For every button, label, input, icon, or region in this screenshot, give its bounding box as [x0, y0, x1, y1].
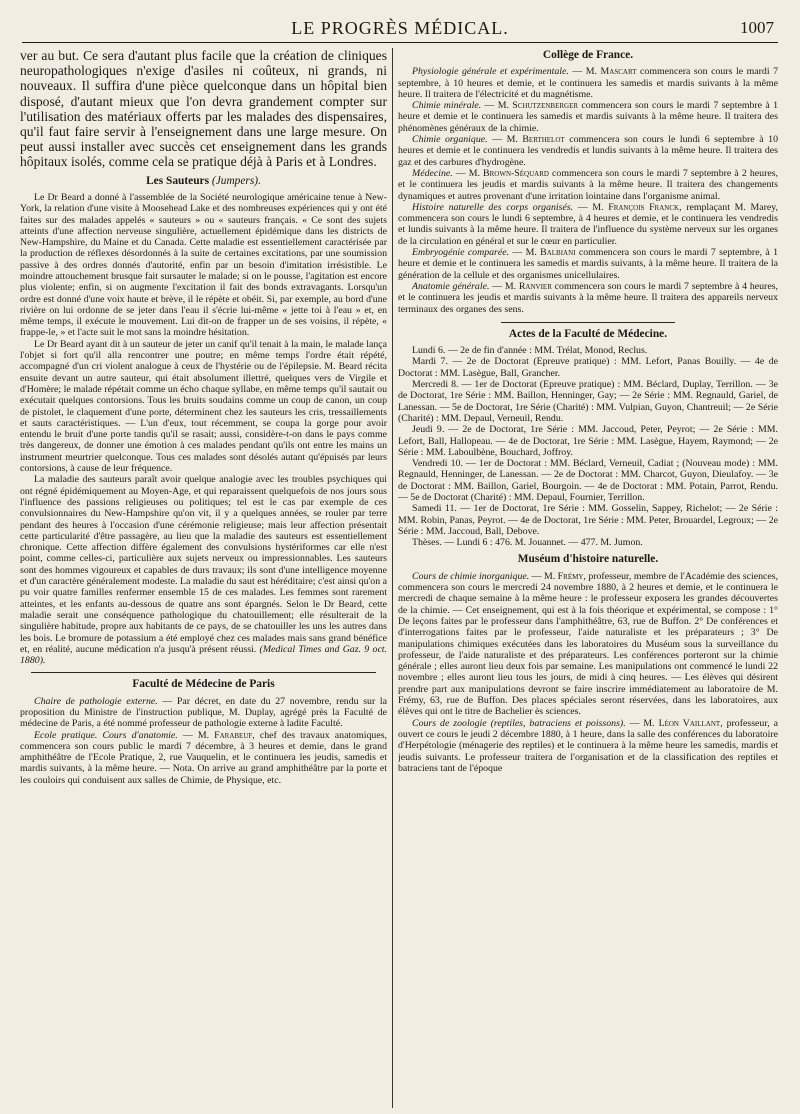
exam-entry: Samedi 11. — 1er de Doctorat, 1re Série : MM. Gosselin, Sappey, Richelot; — 2e Série : MM. Robin, Panas, Peyrot. — 4e de Doctorat, 1re Série : MM. Peter, Brouardel, Legroux; — 2e Série : MM. Jaccoud, Ball, Debove.	[398, 503, 778, 537]
exam-entry: Jeudi 9. — 2e de Doctorat, 1re Série : MM. Jaccoud, Peter, Peyrot; — 2e Série : MM. Lefort, Ball, Hallopeau. — 4e de Doctorat, 1re Série : MM. Lasègue, Hayem, Raymond; — 2e Série : MM. Laboulbène, Bouchard, Joffroy.	[398, 424, 778, 458]
course-entry: Cours de chimie inorganique. — M. Frémy, professeur, membre de l'Académie des sciences, commencera son cours le mercredi 24 novembre 1880, à 2 heures et demie, et le continuera le mercredi de chaque semaine à la même heure : le professeur exposera les grandes découvertes de la chimie. — Cet enseignement, qui est à la fois théorique et expérimental, se compose : 1° De leçons faites par le professeur dans l'amphithéâtre, 63, rue de Buffon. 2° De conférences et d'interrogations faites par le professeur, l'aide naturaliste et les préparateurs ; 3° De manipulations chimiques exécutées dans les laboratoires du Muséum sous la surveillance du professeur, de l'aide naturaliste et des préparateurs. Les conférences porteront sur la chimie générale ; elles auront lieu deux fois par semaine. Les manipulations ont commencé le lundi 22 novembre ; elles auront lieu tous les jours, de midi à cinq heures. — Les élèves qui désirent prendre part aux manipulations devront se faire inscrire immédiatement au laboratoire de M. Frémy, 63, rue de Buffon. Des places spéciales seront réservées, dans les laboratoires, aux élèves qui ont le titre de Bachelier ès sciences.	[398, 570, 778, 718]
section-divider	[31, 672, 376, 673]
exam-entry: Lundi 6. — 2e de fin d'année : MM. Trélat, Monod, Reclus.	[412, 345, 648, 357]
course-entry: Physiologie générale et expérimentale. — M. Mascart commencera son cours le mardi 7 septembre, à 10 heures et demie, et le continuera les samedis et mardis suivants à la même heure. Il traitera de l'électricité et du magnétisme.	[398, 66, 778, 100]
paragraph: Le Dr Beard a donné à l'assemblée de la Société neurologique américaine tenue à New-York, la relation d'une visite à Moosehead Lake et des nombreuses expériences qui y ont été faites sur des malades appelés « sauteurs » ou « sauteurs français. « Ce sont des sujets atteints d'une affection nerveuse singulière, actuellement épidémique dans les districts de New-Hampshire, du Maine et du Canada. Cette maladie est essentiellement caractérisée par la production de réflexes désordonnés à la suite de certaines excitations, par une soumission passive à des ordres donnés d'autorité, enfin par un besoin d'imitation irrésistible. Le moindre attouchement brusque fait sursauter le malade; si on le pousse, l'agitation est encore plus violente; enfin, si on augmente l'excitation il fait des bonds extravagants. Lorsqu'un ordre est donné d'une voix haute et brève, il le répète et obéit. Si, par exemple, au bord d'une rivière on lui ordonne de se jeter dans l'eau il s'écrie lui-même « jette toi à l'eau » et, en même temps, il exécute le mouvement. Lui dit-on de frapper un de ses voisins, il répète, « frappe-le, » et l'acte suit le mot sans la moindre hésitation.	[20, 191, 387, 339]
citation: (Medical Times and Gaz. 9 oct. 1880).	[20, 643, 387, 667]
page-header	[22, 16, 778, 40]
section-title-museum: Muséum d'histoire naturelle.	[517, 553, 659, 566]
course-entry: Chimie minérale. — M. Schutzenberger commencera son cours le mardi 7 septembre à 1 heure et demie et le continuera les samedis et mardis suivants à la même heure. Il traitera des phénomènes généraux de la chimie.	[398, 100, 778, 134]
paragraph: Le Dr Beard ayant dit à un sauteur de jeter un canif qu'il tenait à la main, le malade lança l'objet si fort qu'il alla rencontrer une poutre; en même temps l'ordre était répété, accompagné d'un cri violent analogue à ceux de l'hystérie ou de l'épilepsie. M. Beard récita ensuite devant un autre sauteur, qui était absolument illettré, quelques vers de Virgile et d'Homère; le malade répétait comme un écho chaque syllabe, en même temps qu'il sautait ou exécutait quelques contorsions. Tous les bruits soudains comme un coup de canon, un coup de pistolet, le claquement d'une porte, déterminent chez les sauteurs les cris, tressaillements et sauts caractéristiques. — L'un d'eux, tout récemment, se coupa la gorge pour avoir entendu le bruit d'une porte tandis qu'il se rasait; aussi, considère-t-on dans le pays comme très dangereux, de donner une émotion à ces malades pendant qu'ils ont entre les mains un instrument meurtrier quelconque. Tous ces malades sont désolés autant qu'épuisés par leurs contorsions, à cause de leur fréquence.	[20, 338, 387, 475]
exam-entry: Mardi 7. — 2e de Doctorat (Epreuve pratique) : MM. Lefort, Panas Bouilly. — 4e de Doctorat : MM. Lasègue, Ball, Grancher.	[398, 356, 778, 379]
intro-paragraph: ver au but. Ce sera d'autant plus facile que la création de cliniques neuropathologiques n'exige d'asiles ni coûteux, ni grands, ni nouveaux. Il suffira d'une pièce quelconque dans un hôpital bien disposé, d'autant mieux que l'on devra grandement compter sur l'utilisation des matériaux offerts par les malades des dispensaires, qu'il faut faire servir à l'enseignement dans une large mesure. On peut aussi installer avec succès cet enseignement dans les grands hôpitaux isolés, comme cela se pratique déjà à Paris et à Londres.	[20, 48, 387, 170]
right-column	[398, 48, 778, 1106]
section-title-faculte: Faculté de Médecine de Paris	[132, 678, 275, 691]
section-title-sauteurs: Les Sauteurs (Jumpers).	[146, 174, 261, 187]
course-entry: Anatomie générale. — M. Ranvier commencera son cours le mardi 7 septembre à 4 heures, et le continuera les jeudis et mardis suivants à la même heure. Il traitera des appareils nerveux terminaux des organes des sens.	[398, 280, 778, 315]
journal-title: LE PROGRÈS MÉDICAL.	[291, 18, 509, 38]
page-number: 1007	[740, 18, 774, 37]
paragraph: La maladie des sauteurs paraît avoir quelque analogie avec les troubles psychiques qui ont régné épidémiquement au Moyen-Age, et qui reparaissent quelquefois de nos jours sous l'influence des passions religieuses ou politiques; tel est le cas par exemple de ces convulsionnaires du New-Hampshire qu'on vit, il y a quelques années, se rouler par terre pendant des heures à l'occasion d'une cérémonie religieuse; mais leur affection présentait cette particularité d'être passagère, au lieu que la maladie des sauteurs est essentiellement chronique. Cette affection diffère également des convulsions hystériformes car elle n'est point, comme celles-ci, particulière aux sujets nerveux ou impressionnables. Les sauteurs sont des hommes vigoureux et capables de durs travaux; ils sont d'une intelligence moyenne et d'un caractère généralement modeste. La maladie du saut est héréditaire; c'est ainsi qu'on a pu voir quatre familles renfermer ensemble 15 de ces malades. Les femmes sont rarement atteintes, et les enfants au-dessous de quatre ans sont épargnés. Selon le Dr Beard, cette maladie serait une conséquence pathologique du chatouillement; elle résulterait de la singulière habitude, propre aux habitants de ce pays, de se chatouiller les uns les autres dans les bois. Le bromure de potassium a été employé chez ces malades mais sans grand bénéfice et, en réalité, aucune médication n'a jusqu'à présent réussi. (Medical Times and Gaz. 9 oct. 1880).	[20, 474, 387, 667]
course-entry: Cours de zoologie (reptiles, batraciens et poissons). — M. Léon Vaillant, professeur, a ouvert ce cours le jeudi 2 décembre 1880, à 1 heure, dans la salle des conférences du laboratoire d'Herpétologie (ménagerie des reptiles) et le continuera à la même heure les samedis, mardis et jeudis suivants. Le professeur traitera de l'organisation et de la classification des reptiles et batraciens tant de l'époque	[398, 717, 778, 774]
paragraph: Ecole pratique. Cours d'anatomie. — M. Farabeuf, chef des travaux anatomiques, commencera son cours public le mardi 7 décembre, à 3 heures et demie, dans le grand amphithéâtre de l'Ecole Pratique, 2, rue Vauquelin, et le continuera les jeudis, samedis et mardis suivants, à la même heure. — Nota. On arrive au grand amphithéâtre par la porte et les couloirs qui conduisent aux salles de Chimie, de Physique, etc.	[20, 729, 387, 786]
section-title-actes: Actes de la Faculté de Médecine.	[508, 327, 668, 340]
theses-entry: Thèses. — Lundi 6 : 476. M. Jouannet. — 477. M. Jumon.	[412, 537, 643, 549]
section-title-college: Collège de France.	[542, 49, 634, 61]
course-entry: Chimie organique. — M. Berthelot commencera son cours le lundi 6 septembre à 10 heures et demie et le continuera les vendredis et lundis suivants à la même heure. Il traitera des gaz et des carbures d'hydrogène.	[398, 134, 778, 168]
section-divider	[501, 322, 676, 323]
course-entry: Embryogénie comparée. — M. Balbiani commencera son cours le mardi 7 septembre, à 1 heure et demie et le continuera les samedis et mardis suivants, à la même heure. Il traitera de la génération de la cellule et des organismes unicellulaires.	[398, 247, 778, 281]
left-column	[20, 48, 387, 1106]
paragraph: Chaire de pathologie externe. — Par décret, en date du 27 novembre, rendu sur la proposition du Ministre de l'instruction publique, M. Duplay, agrégé près la Faculté de médecine de Paris, a été nommé professeur de pathologie externe à ladite Faculté.	[20, 695, 387, 730]
exam-entry: Vendredi 10. — 1er de Doctorat : MM. Béclard, Verneuil, Cadiat ; (Nouveau mode) : MM. Regnauld, Henninger, de Lanessan. — 2e de Doctorat : MM. Charcot, Guyon, Dieulafoy. — 3e de Doctorat : MM. Baillon, Gariel, Bourgoin. — 4e de Doctorat : MM. Potain, Parrot, Rendu. — 5e de Doctorat (Charité) : MM. Depaul, Fournier, Terrillon.	[398, 458, 778, 503]
header-rule	[22, 42, 778, 43]
course-entry: Médecine. — M. Brown-Séquard commencera son cours le mardi 7 septembre à 2 heures, et le continuera les jeudis et mardis suivants à la même heure. Il traitera des changements dynamiques et autres provenant d'une irritation lointaine dans l'organisme animal.	[398, 167, 778, 202]
course-entry: Histoire naturelle des corps organisés. — M. François Franck, remplaçant M. Marey, commencera son cours le lundi 6 septembre, à 4 heures et demie, et le continuera les vendredis et lundis suivants à la même heure. Il traitera de l'influence du système nerveux sur les organes de la circulation en général et sur le cœur en particulier.	[398, 201, 778, 247]
column-divider	[392, 48, 393, 1108]
exam-entry: Mercredi 8. — 1er de Doctorat (Epreuve pratique) : MM. Béclard, Duplay, Terrillon. — 3e de Doctorat, 1re Série : MM. Baillon, Henninger, Gay; — 2e Série : MM. Regnauld, Gariel, de Lanessan. — 5e de Doctorat, 1re Série (Charité) : MM. Vulpian, Guyon, Chantreuil; — 2e Série (Charité) : MM. Depaul, Verneuil, Rendu.	[398, 379, 778, 424]
